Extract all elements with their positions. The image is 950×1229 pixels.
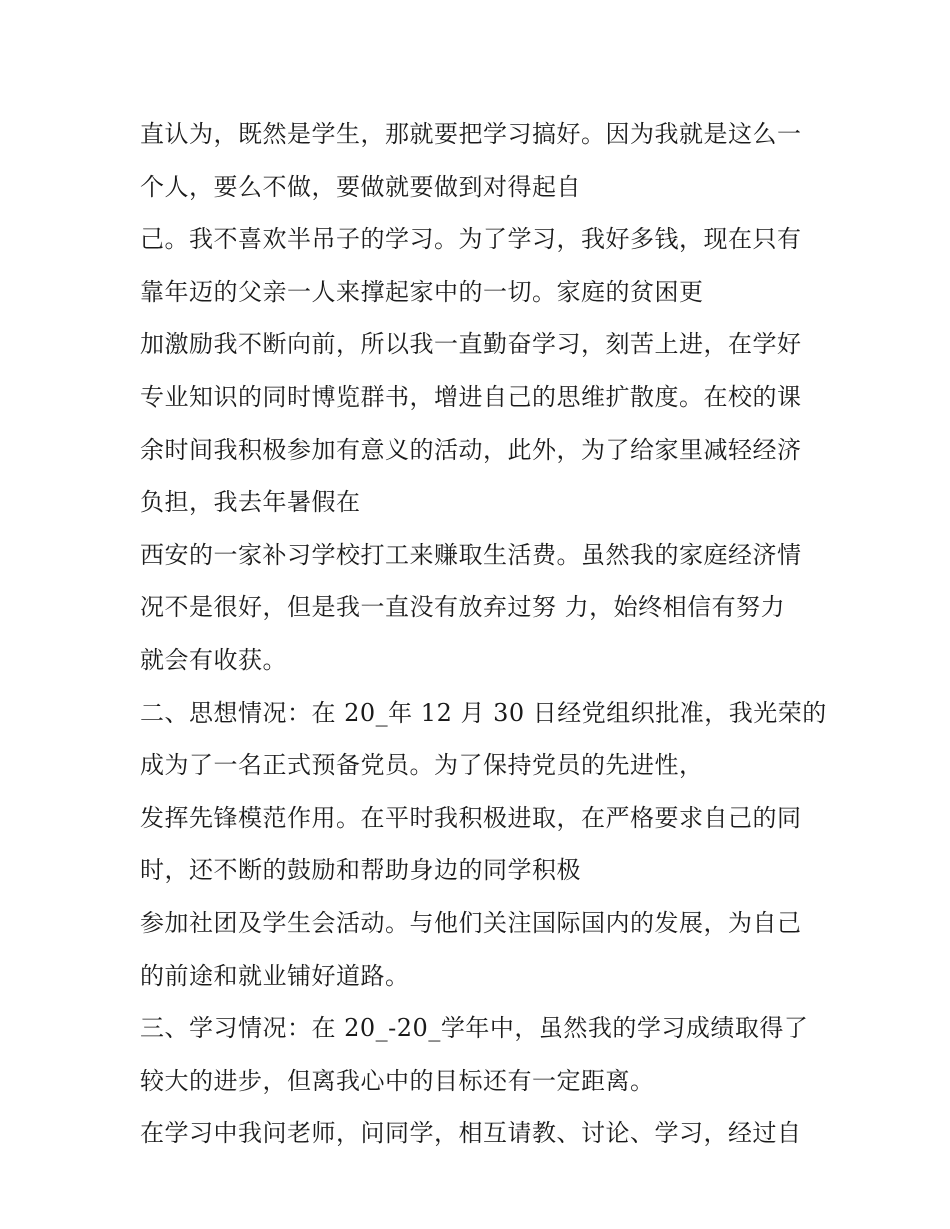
text-line: 直认为，既然是学生，那就要把学习搞好。因为我就是这么一 bbox=[140, 120, 802, 148]
text-line: 在学习中我问老师，问同学，相互请教、讨论、学习，经过自 bbox=[140, 1119, 802, 1148]
text-line: 发挥先锋模范作用。在平时我积极进取，在严格要求自己的同 bbox=[140, 803, 802, 832]
section-heading-line: 二、思想情况：在 20_年 12 月 30 日经党组织批准，我光荣的 bbox=[140, 698, 827, 727]
section-heading-line: 三、学习情况：在 20_-20_学年中，虽然我的学习成绩取得了 bbox=[140, 1014, 809, 1043]
text-line: 就会有收获。 bbox=[140, 645, 287, 674]
text-line: 的前途和就业铺好道路。 bbox=[140, 961, 410, 990]
text-line: 余时间我积极参加有意义的活动，此外，为了给家里减轻经济 bbox=[140, 435, 802, 464]
text-line: 况不是很好，但是我一直没有放弃过努 力，始终相信有努力 bbox=[140, 593, 786, 622]
text-line: 己。我不喜欢半吊子的学习。为了学习，我好多钱，现在只有 bbox=[140, 225, 802, 254]
text-line: 专业知识的同时博览群书，增进自己的思维扩散度。在校的课 bbox=[140, 382, 802, 411]
text-line: 参加社团及学生会活动。与他们关注国际国内的发展，为自己 bbox=[140, 908, 802, 937]
text-line: 个人，要么不做，要做就要做到对得起自 bbox=[140, 172, 581, 201]
text-line: 加激励我不断向前，所以我一直勤奋学习，刻苦上进，在学好 bbox=[140, 330, 802, 359]
text-line: 西安的一家补习学校打工来赚取生活费。虽然我的家庭经济情 bbox=[140, 540, 802, 569]
text-line: 靠年迈的父亲一人来撑起家中的一切。家庭的贫困更 bbox=[140, 277, 704, 306]
text-line: 成为了一名正式预备党员。为了保持党员的先进性， bbox=[140, 751, 704, 780]
text-line: 时，还不断的鼓励和帮助身边的同学积极 bbox=[140, 856, 581, 885]
text-line: 负担，我去年暑假在 bbox=[140, 488, 361, 517]
text-line: 较大的进步，但离我心中的目标还有一定距离。 bbox=[140, 1066, 655, 1095]
document-body bbox=[140, 108, 830, 1160]
